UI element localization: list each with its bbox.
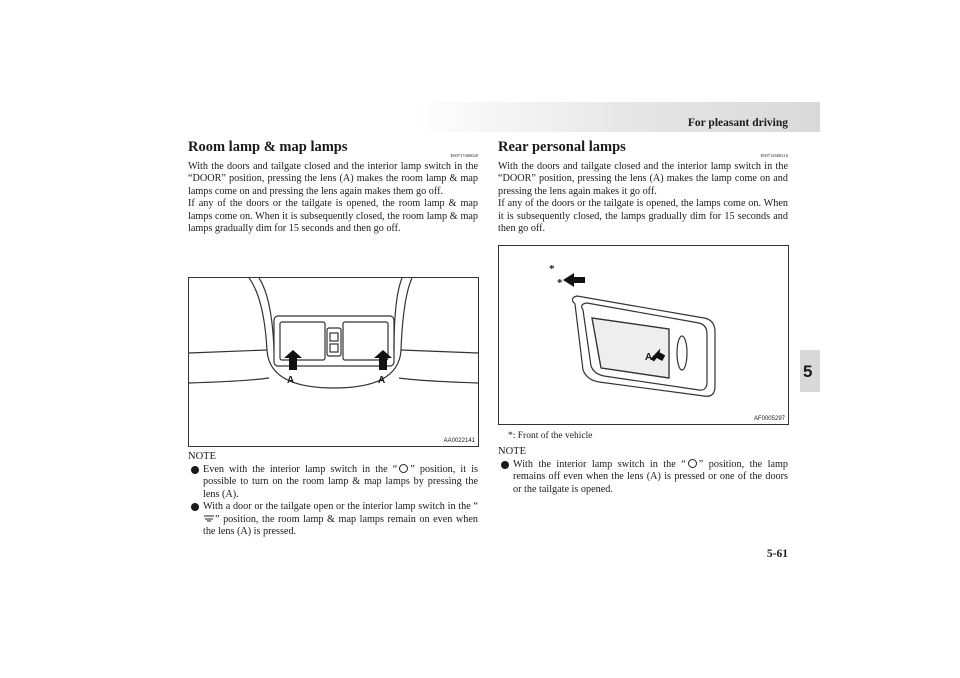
figure-label-a: A xyxy=(378,375,386,386)
note-heading: NOTE xyxy=(188,451,216,462)
left-note xyxy=(188,451,478,538)
figure-star: * xyxy=(557,277,563,289)
note-heading: NOTE xyxy=(498,446,526,457)
figure-code: AF0005297 xyxy=(753,416,785,422)
bullet-icon xyxy=(191,503,199,511)
rear-lamp-figure xyxy=(498,245,789,425)
right-section xyxy=(498,139,788,235)
rear-lamp-illustration xyxy=(499,246,788,424)
body-paragraph: With the doors and tailgate closed and the interior lamp switch in the “DOOR” position, pressing the lens (A) makes the room lamp & map lamps come on and pressing the lens again makes them go off. xyxy=(188,161,478,197)
note-item: With the interior lamp switch in the “ ” position, the lamp remains off even when the lens (A) is pressed or one of the doors or the tailgate is opened. xyxy=(498,459,788,496)
section-heading xyxy=(498,139,788,156)
section-heading-text: Rear personal lamps xyxy=(498,139,626,155)
figure-label-a: A xyxy=(287,375,295,386)
body-paragraph: With the doors and tailgate closed and the interior lamp switch in the “DOOR” position, pressing the lens (A) makes the lamp come on and pressing the lens again makes it go off. xyxy=(498,161,788,197)
page-number: 5-61 xyxy=(766,548,788,560)
body-paragraph: If any of the doors or the tailgate is opened, the room lamp & map lamps come on. When it is subsequently closed, the room lamp & map lamps gradually dim for 15 seconds and then go off. xyxy=(188,198,478,235)
chapter-tab-number: 5 xyxy=(803,362,813,381)
running-header: For pleasant driving xyxy=(687,117,788,129)
room-lamp-illustration xyxy=(189,278,478,446)
section-heading-text: Room lamp & map lamps xyxy=(188,139,348,155)
section-code: E00717400020 xyxy=(450,153,478,158)
body-paragraph: If any of the doors or the tailgate is opened, the lamps come on. When it is subsequently closed, the lamps gradually dim for 15 seconds and then go off. xyxy=(498,198,788,235)
footnote: *: Front of the vehicle xyxy=(508,431,593,441)
section-code: E00712600216 xyxy=(760,153,788,158)
left-section xyxy=(188,139,478,235)
figure-star: * xyxy=(549,263,555,275)
note-item: With a door or the tailgate open or the interior lamp switch in the “” position, the room lamp & map lamps remain on even when the lens (A) is pressed. xyxy=(188,501,478,538)
off-symbol-icon xyxy=(399,464,408,473)
note-item: Even with the interior lamp switch in the “ ” position, it is possible to turn on the room lamp & map lamps by pressing the lens (A). xyxy=(188,464,478,501)
right-note xyxy=(498,431,788,496)
on-symbol-icon xyxy=(203,515,215,522)
section-heading xyxy=(188,139,478,156)
bullet-icon xyxy=(501,461,509,469)
room-lamp-figure xyxy=(188,277,479,447)
figure-label-a: A xyxy=(645,352,653,363)
bullet-icon xyxy=(191,466,199,474)
figure-code: AA0022141 xyxy=(443,438,475,444)
off-symbol-icon xyxy=(688,459,697,468)
